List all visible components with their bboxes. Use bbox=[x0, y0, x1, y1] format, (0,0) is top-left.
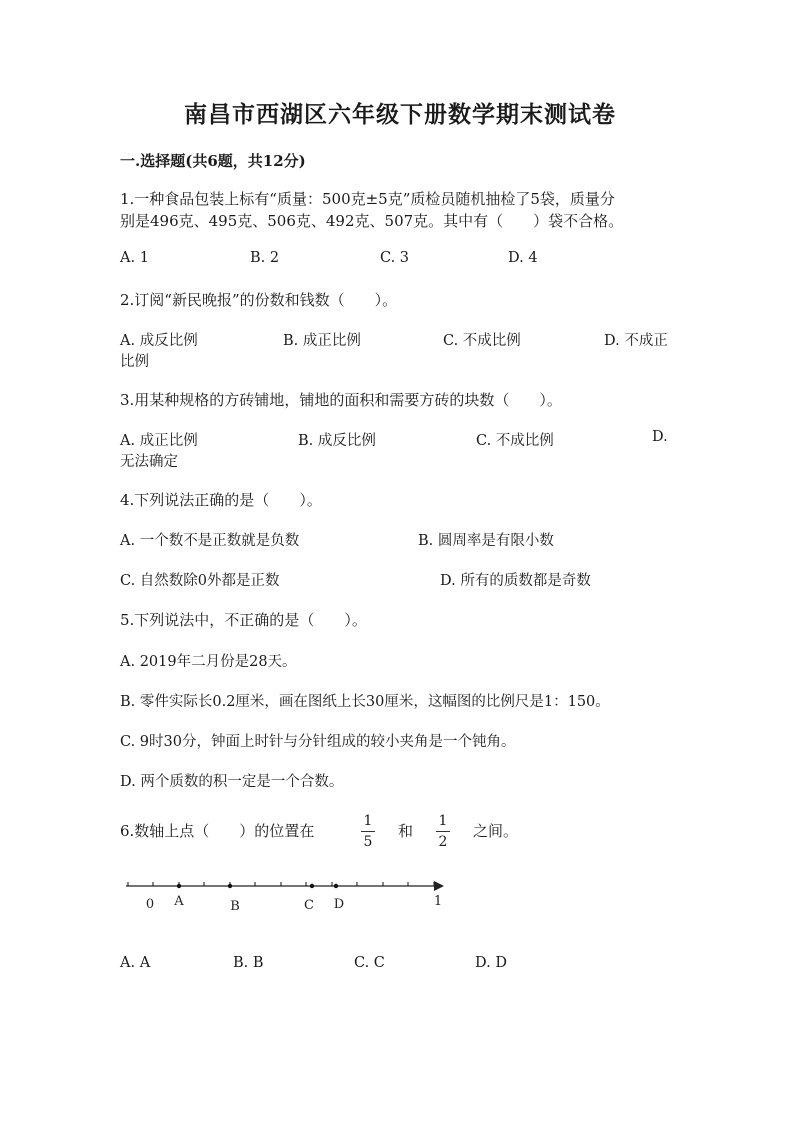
fraction-denominator: 2 bbox=[438, 834, 448, 850]
question-6-text-and: 和 bbox=[398, 822, 414, 840]
question-2-text: 2.订阅“新民晚报”的份数和钱数（ ）。 bbox=[120, 291, 398, 309]
label-one: 1 bbox=[433, 894, 443, 909]
fraction-one-fifth bbox=[358, 813, 378, 850]
fraction-one-half bbox=[433, 813, 453, 850]
question-6-text-start: 6.数轴上点（ ）的位置在 bbox=[120, 822, 315, 840]
number-line bbox=[118, 870, 478, 920]
question-1-option-d: D. 4 bbox=[508, 250, 538, 266]
fraction-numerator: 1 bbox=[363, 813, 373, 829]
question-1-line-2: 别是496克、495克、506克、492克、507克。其中有（ ）袋不合格。 bbox=[120, 212, 624, 230]
question-2-option-d: D. 不成正 bbox=[604, 333, 668, 349]
fraction-denominator: 5 bbox=[363, 834, 373, 850]
question-6-option-b: B. B bbox=[233, 955, 264, 971]
label-d: D bbox=[333, 897, 345, 912]
question-3-option-b: B. 成反比例 bbox=[298, 433, 376, 449]
point-b-dot bbox=[228, 884, 232, 888]
question-3-option-c: C. 不成比例 bbox=[476, 433, 554, 449]
question-5-option-a: A. 2019年二月份是28天。 bbox=[120, 654, 297, 670]
question-3-option-d: D. bbox=[652, 429, 668, 445]
question-5-option-d: D. 两个质数的积一定是一个合数。 bbox=[120, 774, 344, 790]
page-title: 南昌市西湖区六年级下册数学期末测试卷 bbox=[184, 101, 616, 128]
label-zero: 0 bbox=[145, 897, 155, 912]
fraction-numerator: 1 bbox=[438, 813, 448, 829]
point-a-dot bbox=[177, 884, 181, 888]
question-6-option-d: D. D bbox=[475, 955, 507, 971]
section-heading: 一.选择题(共6题，共12分) bbox=[120, 152, 306, 170]
question-4-text: 4.下列说法正确的是（ ）。 bbox=[120, 491, 322, 509]
point-d-dot bbox=[334, 884, 338, 888]
question-5-option-c: C. 9时30分，钟面上时针与分针组成的较小夹角是一个钝角。 bbox=[120, 734, 516, 750]
question-4-option-c: C. 自然数除0外都是正数 bbox=[120, 573, 280, 589]
label-b: B bbox=[230, 899, 240, 914]
question-2-option-a: A. 成反比例 bbox=[120, 333, 198, 349]
question-6-text-end: 之间。 bbox=[473, 822, 519, 840]
question-6-option-c: C. C bbox=[354, 955, 385, 971]
question-5-text: 5.下列说法中，不正确的是（ ）。 bbox=[120, 611, 367, 629]
question-1-line-1: 1.一种食品包装上标有“质量：500克±5克”质检员随机抽检了5袋，质量分 bbox=[120, 190, 615, 208]
question-4-option-b: B. 圆周率是有限小数 bbox=[418, 533, 554, 549]
label-c: C bbox=[304, 898, 314, 913]
question-3-option-d-wrap: 无法确定 bbox=[120, 454, 178, 470]
question-6-option-a: A. A bbox=[120, 955, 151, 971]
label-a: A bbox=[174, 894, 184, 909]
question-4-option-a: A. 一个数不是正数就是负数 bbox=[120, 533, 300, 549]
question-4-option-d: D. 所有的质数都是奇数 bbox=[440, 573, 591, 589]
point-c-dot bbox=[310, 884, 314, 888]
question-3-option-a: A. 成正比例 bbox=[120, 433, 198, 449]
question-1-option-a: A. 1 bbox=[120, 250, 149, 266]
question-2-option-c: C. 不成比例 bbox=[443, 333, 521, 349]
question-2-option-d-wrap: 比例 bbox=[120, 354, 149, 370]
question-3-text: 3.用某种规格的方砖铺地，铺地的面积和需要方砖的块数（ ）。 bbox=[120, 391, 562, 409]
number-line-arrow bbox=[434, 881, 444, 891]
question-1-option-b: B. 2 bbox=[250, 250, 280, 266]
question-1-option-c: C. 3 bbox=[380, 250, 410, 266]
question-5-option-b: B. 零件实际长0.2厘米，画在图纸上长30厘米，这幅图的比例尺是1：150。 bbox=[120, 694, 610, 710]
question-2-option-b: B. 成正比例 bbox=[283, 333, 361, 349]
